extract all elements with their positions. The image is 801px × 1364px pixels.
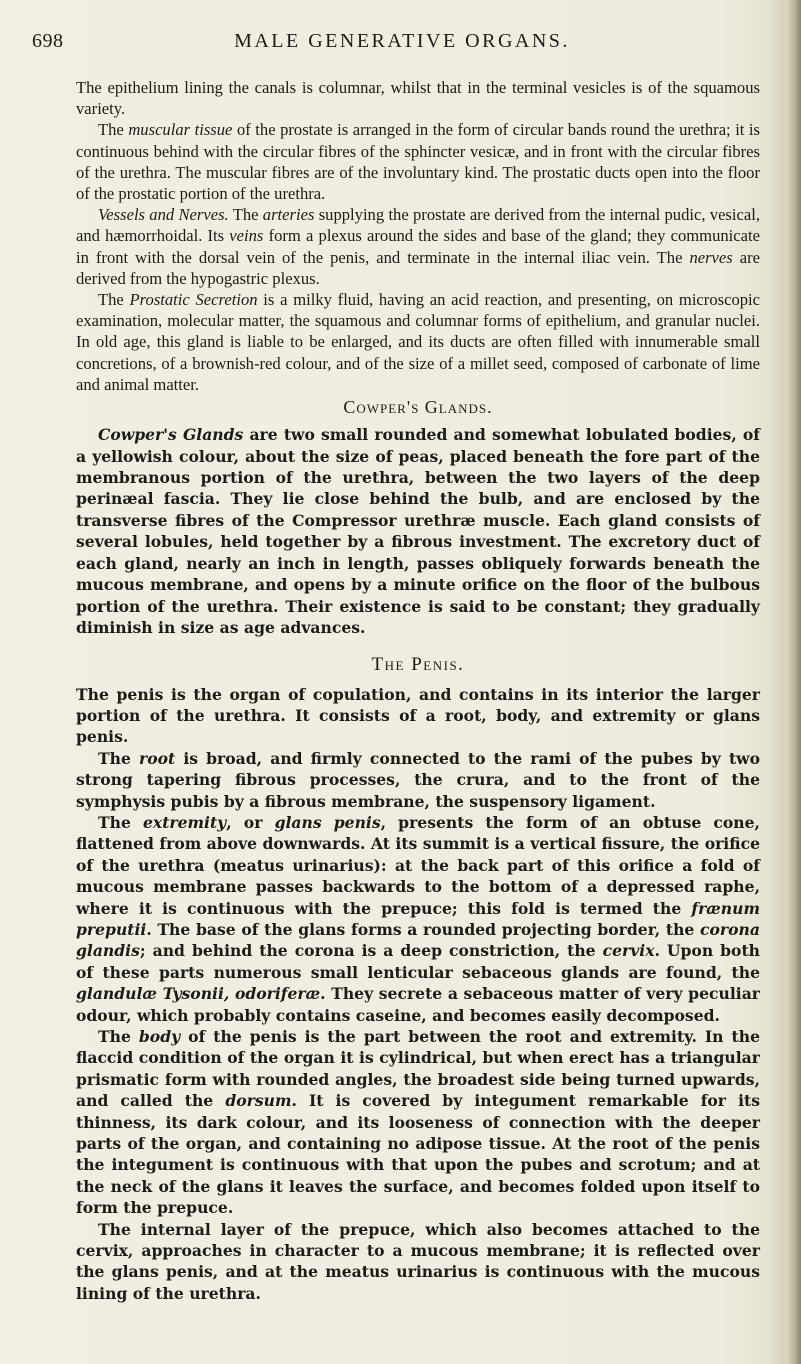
text-run: are two small rounded and somewhat lobulated bodies, of a yellowish colour, about the size of peas, placed beneath the fore part of the membranous portion of the urethra, between the two layers of the deep perinæal fascia. They lie close behind the bulb, and are enclosed by the transverse fibres of the Compressor urethræ muscle. Each gland consists of several lobules, held together by a fibrous investment. The excretory duct of each gland, nearly an inch in length, passes obliquely forwards beneath the mucous membrane, and opens by a minute orifice on the floor of the bulbous portion of the urethra. Their existence is said to be constant; they gradually diminish in size as age advances.	[76, 425, 760, 637]
text-run: ; and behind the corona is a deep constriction, the	[139, 941, 603, 961]
text-run: . The base of the glans forms a rounded projecting border, the	[146, 919, 701, 939]
body-text	[76, 77, 760, 1304]
paragraph-cowpers-glands	[76, 424, 760, 638]
paragraph-epithelium: The epithelium lining the canals is columnar, whilst that in the terminal vesicles is of the squamous variety.	[76, 78, 760, 119]
term-fraenum-preputii: frænum preputii	[76, 898, 760, 939]
term-veins: veins	[229, 226, 264, 246]
term-arteries: arteries	[262, 205, 315, 225]
text-run: is a milky fluid, having an acid reaction, and presenting, on microscopic examination, molecular matter, the squamous and columnar forms of epithelium, and granular nuclei. In old age, this gland is liable to be enlarged, and its ducts are often filled with innumerable small concretions, of a brownish-red colour, and of the size of a millet seed, composed of carbonate of lime and animal matter.	[76, 290, 761, 394]
text-run: The	[228, 205, 263, 225]
term-glandulae-tysonii: glandulæ Tysonii, odoriferæ	[76, 984, 321, 1004]
term-dorsum: dorsum	[225, 1091, 292, 1111]
text-run: . It is covered by integument remarkable for its thinness, its dark colour, and its looseness of connection with the deeper parts of the organ, and containing no adipose tissue. At the root of the penis the integument is continuous with that upon the pubes and scrotum; and at the neck of the glans it leaves the surface, and becomes folded upon itself to form the prepuce.	[76, 1091, 760, 1218]
term-cervix: cervix	[602, 941, 655, 961]
paragraph-root	[76, 748, 760, 812]
term-extremity: extremity	[143, 812, 227, 832]
heading-the-penis: The Penis.	[371, 654, 465, 676]
paragraph-muscular-tissue	[76, 119, 760, 204]
text-run: of the penis is the part between the root and extremity. In the flaccid condition of the organ it is cylindrical, but when erect has a triangular prismatic form with rounded angles, the broadest side being turned upwards, and called the	[76, 1027, 760, 1111]
term-muscular-tissue: muscular tissue	[128, 120, 233, 140]
term-vessels-and-nerves: Vessels and Nerves.	[98, 205, 229, 225]
paragraph-extremity	[76, 812, 760, 1026]
term-corona-glandis: corona glandis	[76, 919, 760, 961]
running-head: MALE GENERATIVE ORGANS.	[234, 30, 570, 52]
text-run: The	[98, 1027, 139, 1047]
text-run: , or	[226, 812, 275, 832]
term-root: root	[138, 748, 176, 768]
text-run: form a plexus around the sides and base of the gland; they communicate in front with the dorsal vein of the penis, and terminate in the internal iliac vein. The	[76, 226, 760, 267]
term-cowpers-glands: Cowper's Glands	[98, 425, 244, 445]
term-prostatic-secretion: Prostatic Secretion	[129, 290, 258, 310]
text-run: The	[98, 120, 129, 140]
text-run: supplying the prostate are derived from the internal pudic, vesical, and hæmorrhoidal. Its	[76, 205, 760, 246]
text-run: The	[98, 748, 139, 768]
term-glans-penis: glans penis	[274, 812, 381, 832]
text-run: . They secrete a sebaceous matter of very peculiar odour, which probably contains caseine, and becomes easily decomposed.	[76, 984, 761, 1025]
paragraph-vessels-nerves	[76, 204, 760, 289]
term-body: body	[138, 1027, 181, 1047]
page-header	[32, 30, 772, 60]
paragraph-prostatic-secretion	[76, 289, 760, 395]
text-run: , presents the form of an obtuse cone, flattened from above downwards. At its summit is a vertical fissure, the orifice of the urethra (meatus urinarius): at the back part of this orifice a fold of mucous membrane passes backwards to the bottom of a depressed raphe, where it is continuous with the prepuce; this fold is termed the	[76, 812, 760, 918]
text-run: is broad, and firmly connected to the rami of the pubes by two strong tapering fibrous processes, the crura, and to the front of the symphysis pubis by a fibrous membrane, the suspensory ligament.	[76, 748, 760, 811]
term-nerves: nerves	[689, 247, 733, 267]
page-edge-shadow	[779, 0, 801, 1364]
paragraph-penis-intro: The penis is the organ of copulation, and contains in its interior the larger portion of the urethra. It consists of a root, body, and extremity or glans penis.	[76, 684, 760, 747]
text-run: The	[98, 812, 143, 832]
text-run: . Upon both of these parts numerous small lenticular sebaceous glands are found, the	[76, 941, 760, 982]
paragraph-body	[76, 1026, 760, 1219]
text-run: are derived from the hypogastric plexus.	[76, 247, 760, 288]
text-run: The	[98, 290, 130, 310]
heading-cowpers-glands: Cowper's Glands.	[343, 397, 493, 418]
text-run: of the prostate is arranged in the form of circular bands round the urethra; it is continuous behind with the circular fibres of the sphincter vesicæ, and in front with the circular fibres of the urethra. The muscular fibres are of the involuntary kind. The prostatic ducts open into the floor of the prostatic portion of the urethra.	[76, 120, 761, 204]
paragraph-prepuce: The internal layer of the prepuce, which also becomes attached to the cervix, approaches in character to a mucous membrane; it is reflected over the glans penis, and at the meatus urinarius is continuous with the mucous lining of the urethra.	[76, 1219, 760, 1303]
page-number: 698	[32, 30, 64, 52]
